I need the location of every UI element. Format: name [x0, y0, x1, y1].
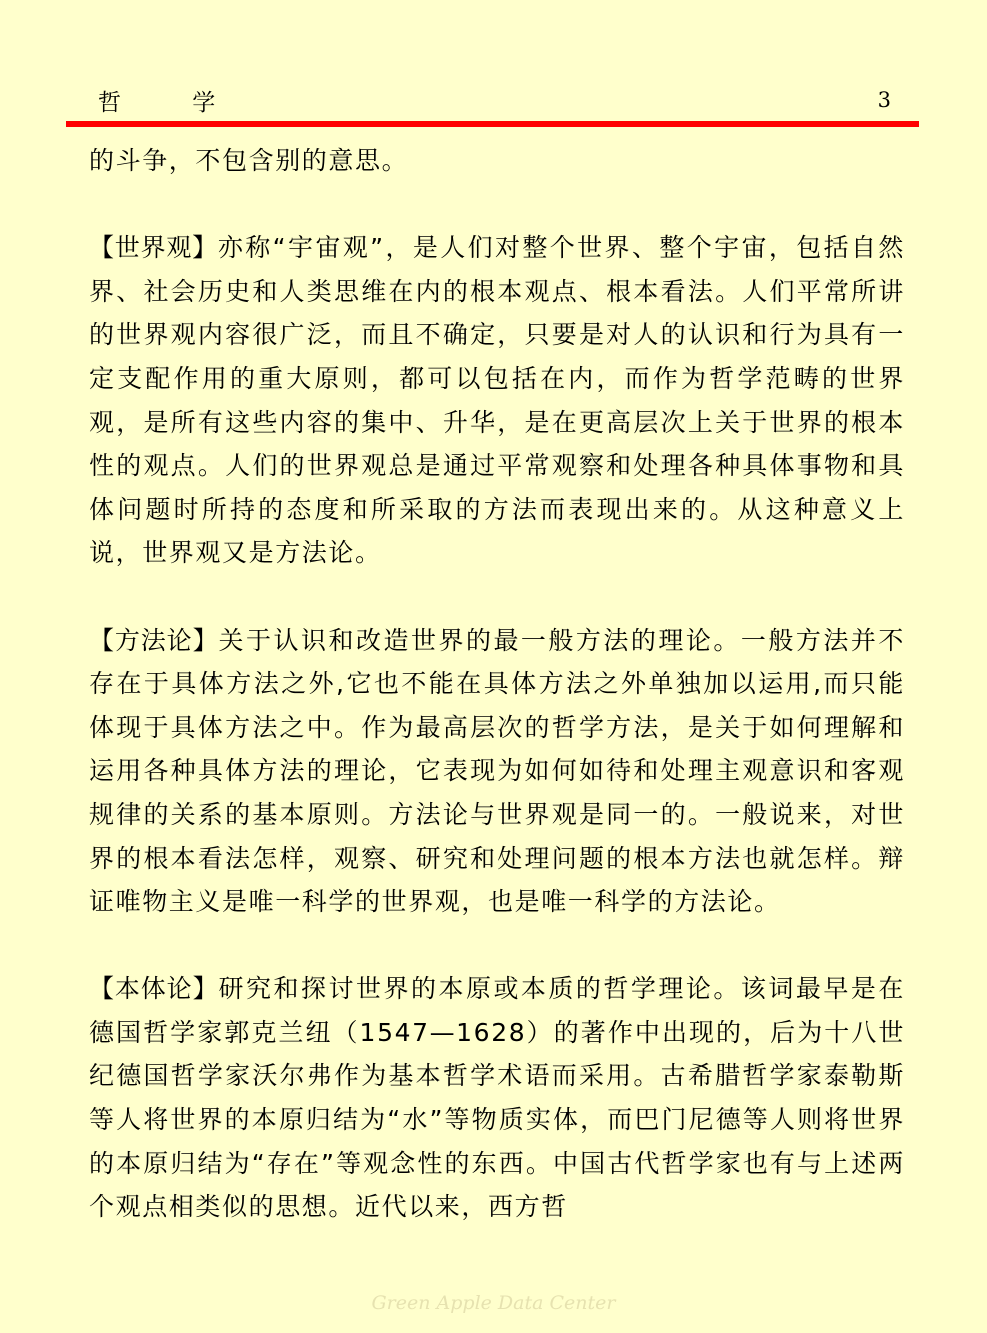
footer-watermark: Green Apple Data Center — [371, 1292, 616, 1314]
entry-worldview — [89, 226, 905, 575]
entry-term: 【世界观】 — [89, 233, 218, 263]
paragraph-gap — [89, 183, 905, 227]
entry-text: 关于认识和改造世界的最一般方法的理论。一般方法并不存在于具体方法之外,它也不能在具体方法之外单独加以运用,而只能体现于具体方法之中。作为最高层次的哲学方法，是关于如何理解和运用各种具体方法的理论，它表现为如何如待和处理主观意识和客观规律的关系的基本原则。方法论与世界观是同一的。一般说来，对世界的根本看法怎样，观察、研究和处理问题的根本方法也就怎样。辩证唯物主义是唯一科学的世界观，也是唯一科学的方法论。 — [89, 625, 905, 917]
entry-methodology — [89, 619, 905, 924]
paragraph-continuation — [89, 139, 905, 183]
running-head — [0, 84, 987, 114]
paragraph-text: 的斗争，不包含别的意思。 — [89, 146, 409, 175]
entry-term: 【本体论】 — [89, 974, 219, 1004]
entry-ontology — [89, 967, 905, 1229]
paragraph-gap — [89, 575, 905, 619]
running-title: 哲 学 — [98, 90, 248, 116]
entry-term: 【方法论】 — [89, 625, 219, 655]
header-rule — [66, 121, 919, 127]
entry-text: 亦称“宇宙观”，是人们对整个世界、整个宇宙，包括自然界、社会历史和人类思维在内的根本观点、根本看法。人们平常所讲的世界观内容很广泛，而且不确定，只要是对人的认识和行为具有一定支配作用的重大原则，都可以包括在内，而作为哲学范畴的世界观，是所有这些内容的集中、升华，是在更高层次上关于世界的根本性的观点。人们的世界观总是通过平常观察和处理各种具体事物和具体问题时所持的态度和所采取的方法而表现出来的。从这种意义上说，世界观又是方法论。 — [89, 233, 905, 568]
page-body — [89, 139, 905, 1229]
paragraph-gap — [89, 924, 905, 968]
page-number: 3 — [877, 88, 891, 112]
entry-text: 研究和探讨世界的本原或本质的哲学理论。该词最早是在德国哲学家郭克兰纽（1547—1628）的著作中出现的，后为十八世纪德国哲学家沃尔弗作为基本哲学术语而采用。古希腊哲学家泰勒斯等人将世界的本原归结为“水”等物质实体，而巴门尼德等人则将世界的本原归结为“存在”等观念性的东西。中国古代哲学家也有与上述两个观点相类似的思想。近代以来，西方哲 — [89, 974, 905, 1222]
